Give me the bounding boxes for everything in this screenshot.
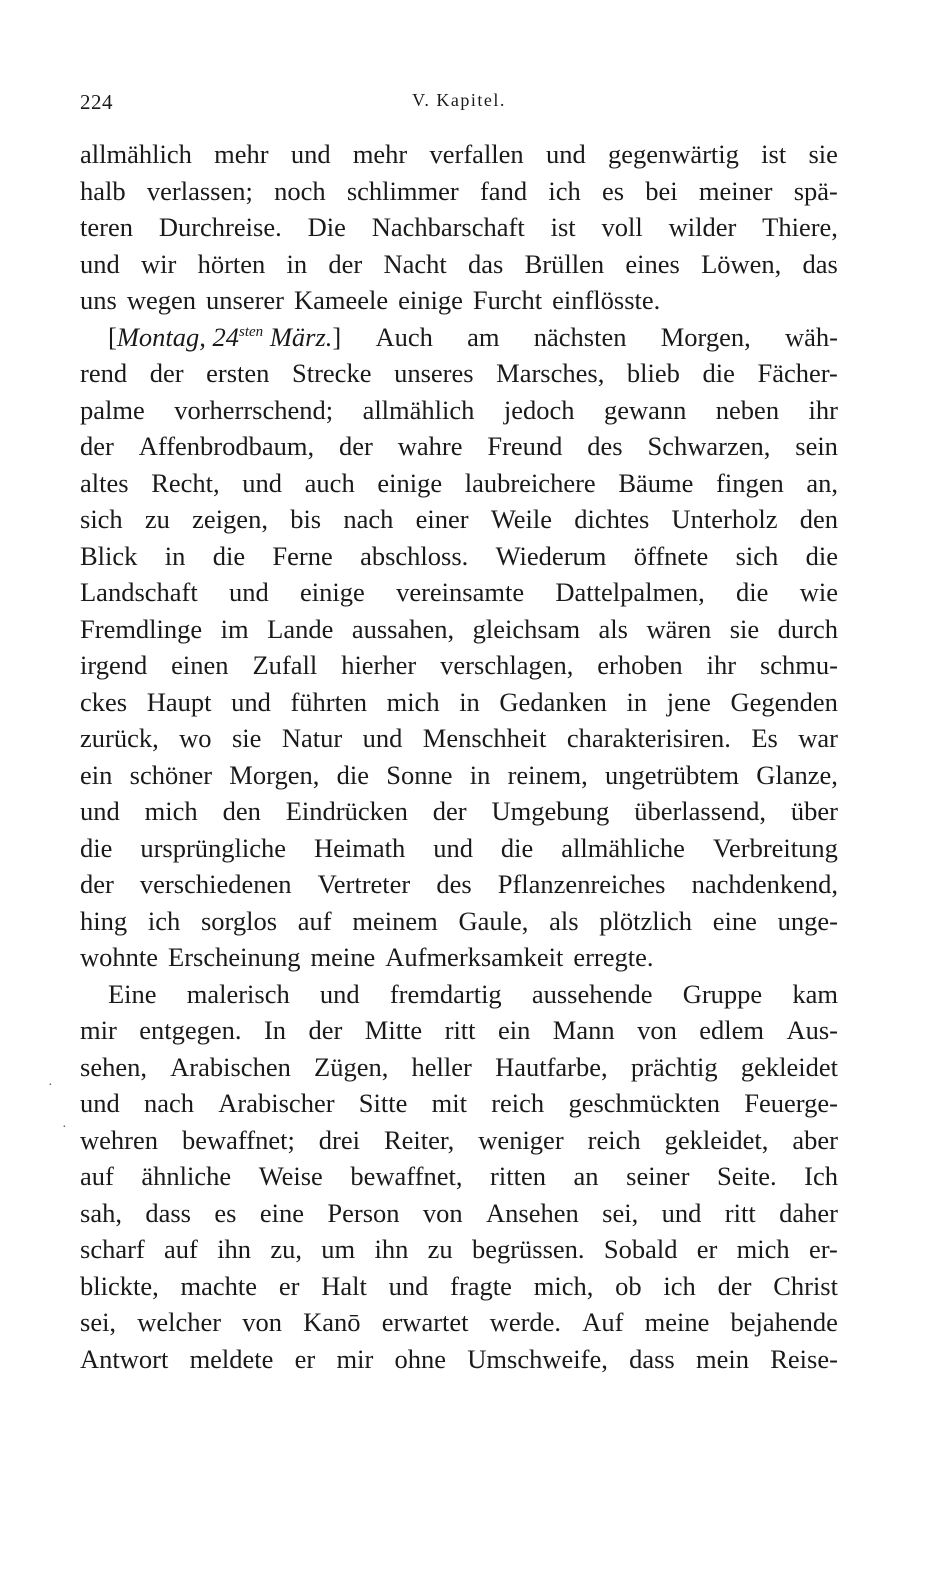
date-heading: [Montag, $24^{sten}$ März.] <box>108 321 342 352</box>
text-line: wohnte Erscheinung meine Aufmerksamkeit erregte. <box>80 942 654 972</box>
text-line: sich zu zeigen, bis nach einer Weile dichtes Unterholz den <box>80 504 838 534</box>
text-line: ein schöner Morgen, die Sonne in reinem, ungetrübtem Glanze, <box>80 759 838 790</box>
text-line: die ursprüngliche Heimath und die allmähliche Verbreitung <box>80 832 838 863</box>
text-line: uns wegen unserer Kameele einige Furcht einflösste. <box>80 285 661 315</box>
text-line: Fremdlinge im Lande aussahen, gleichsam als wären sie durch <box>80 613 838 644</box>
text-line: hing ich sorglos auf meinem Gaule, als plötzlich eine unge- <box>80 905 838 936</box>
text-line: palme vorherrschend; allmählich jedoch gewann neben ihr <box>80 394 838 425</box>
text-line: halb verlassen; noch schlimmer fand ich es bei meiner spä- <box>80 175 838 206</box>
text-line: Antwort meldete er mir ohne Umschweife, dass mein Reise- <box>80 1343 838 1374</box>
text-line: sehen, Arabischen Zügen, heller Hautfarbe, prächtig gekleidet <box>80 1051 838 1082</box>
text-line: und mich den Eindrücken der Umgebung überlassend, über <box>80 796 838 826</box>
text-line: der Affenbrodbaum, der wahre Freund des Schwarzen, sein <box>80 431 838 461</box>
text-line: irgend einen Zufall hierher verschlagen, erhoben ihr schmu- <box>80 650 838 680</box>
text-line: Eine malerisch und fremdartig aussehende Gruppe kam <box>108 978 838 1009</box>
margin-speck: · <box>48 1078 53 1093</box>
text-line: blickte, machte er Halt und fragte mich, ob ich der Christ <box>80 1270 838 1301</box>
running-head: V. Kapitel. <box>412 90 506 110</box>
text-line: sah, dass es eine Person von Ansehen sei, und ritt daher <box>80 1197 838 1228</box>
text-line: scharf auf ihn zu, um ihn zu begrüssen. Sobald er mich er- <box>80 1234 838 1264</box>
text-line: und nach Arabischer Sitte mit reich geschmückten Feuerge- <box>80 1088 838 1118</box>
text-line: und wir hörten in der Nacht das Brüllen eines Löwen, das <box>80 248 838 279</box>
text-line: Blick in die Ferne abschloss. Wiederum öffnete sich die <box>80 540 838 571</box>
text-line: sei, welcher von Kanō erwartet werde. Auf meine bejahende <box>80 1307 838 1337</box>
text-line: allmählich mehr und mehr verfallen und gegenwärtig ist sie <box>80 139 838 169</box>
text-line: rend der ersten Strecke unseres Marsches, blieb die Fächer- <box>80 358 838 388</box>
text-line: wehren bewaffnet; drei Reiter, weniger reich gekleidet, aber <box>80 1124 838 1155</box>
page-number: 224 <box>80 90 113 114</box>
text-line: [Montag, $24^{sten}$ März.] Auch am nächsten Morgen, wäh- <box>80 319 838 356</box>
page-header <box>80 90 838 120</box>
text-line: altes Recht, und auch einige laubreichere Bäume fingen an, <box>80 467 838 498</box>
text-line: teren Durchreise. Die Nachbarschaft ist voll wilder Thiere, <box>80 212 838 242</box>
margin-speck: · <box>62 1120 67 1135</box>
text-line: mir entgegen. In der Mitte ritt ein Mann von edlem Aus- <box>80 1015 838 1045</box>
body-text <box>80 136 838 1377</box>
text-line: ckes Haupt und führten mich in Gedanken in jene Gegenden <box>80 686 838 717</box>
text-line: auf ähnliche Weise bewaffnet, ritten an seiner Seite. Ich <box>80 1161 838 1191</box>
text-line: Landschaft und einige vereinsamte Dattelpalmen, die wie <box>80 577 838 607</box>
text-line: der verschiedenen Vertreter des Pflanzenreiches nachdenkend, <box>80 869 838 899</box>
text-line: zurück, wo sie Natur und Menschheit charakterisiren. Es war <box>80 723 838 753</box>
